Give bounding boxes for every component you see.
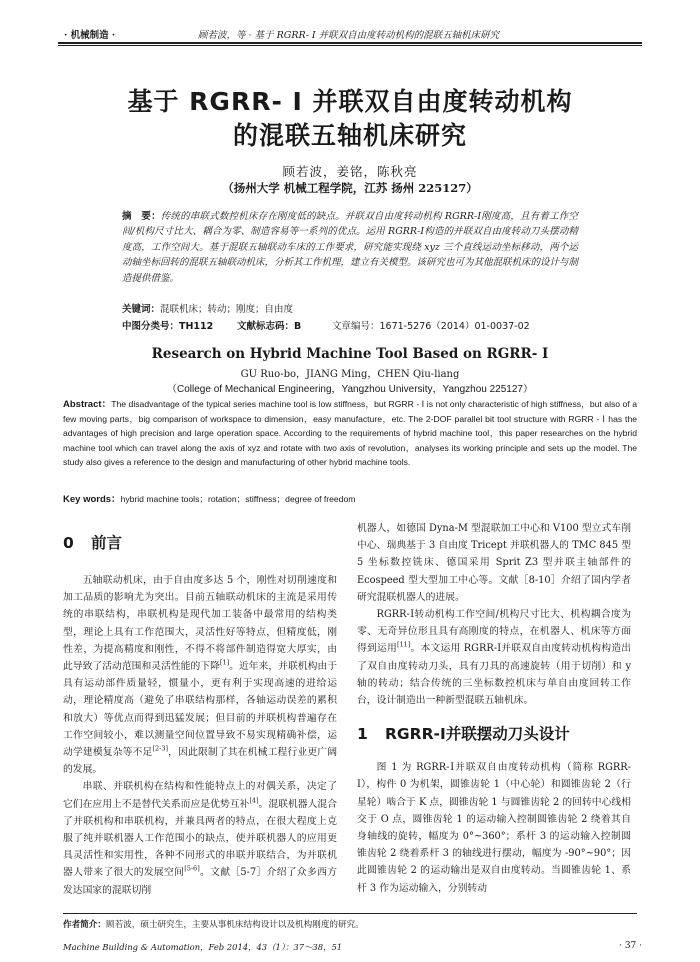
keywords-en-label: Key words： — [63, 494, 121, 505]
article-number: 文章编号：1671-5276（2014）01-0037-02 — [332, 321, 530, 332]
keywords-en — [63, 491, 637, 505]
clc-number: 中图分类号：TH112 — [122, 321, 214, 332]
running-head — [58, 27, 642, 43]
paragraph: 机器人，如德国 Dyna-M 型混联加工中心和 V100 型立式车削中心、瑞典基于 3 自由度 Tricept 并联机器人的 TMC 845 型 5 坐标数控铣床、德国采用 Sprit Z3 型并联主轴部件的 Ecospeed 型大型加工中心等。文献［8-10］介绍了国内学者研究混联机器人的进展。 — [357, 523, 631, 603]
affiliation-cn: （扬州大学 机械工程学院，江苏 扬州 225127） — [222, 181, 478, 195]
section-title: 前言 — [91, 534, 123, 552]
page-number: · 37 · — [619, 941, 642, 951]
body-column-right — [357, 520, 631, 897]
citation: [11] — [396, 641, 411, 650]
header-rule-thick — [58, 42, 642, 44]
affiliation-en: （College of Mechanical Engineering，Yangzhou University，Yangzhou 225127） — [167, 384, 533, 395]
running-head-section: · 机械制造 · — [64, 30, 116, 41]
section-title: RGRR-Ⅰ并联摆动刀头设计 — [385, 725, 570, 744]
author-bio-label: 作者简介： — [63, 920, 106, 930]
authors-cn: 顾若波，姜铭，陈秋亮 — [282, 164, 418, 179]
citation: [2-3] — [152, 744, 169, 753]
citation: [4] — [249, 796, 259, 805]
keywords-cn-text: 混联机床；转动；刚度；自由度 — [160, 304, 294, 315]
keywords-cn — [122, 301, 578, 315]
section-number: 0 — [63, 534, 74, 552]
header-rule-thin — [58, 45, 642, 46]
abstract-cn — [122, 209, 578, 286]
abstract-en-label: Abstract： — [63, 399, 112, 410]
keywords-en-text: hybrid machine tools；rotation；stiffness；degree of freedom — [120, 494, 356, 504]
title-cn-line2: 的混联五轴机床研究 — [232, 121, 467, 150]
paragraph: 五轴联动机床，由于自由度多达 5 个，刚性对切削速度和加工品质的影响尤为突出。目前五轴联动机床的主流是采用传统的串联结构，串联机构是现代加工装备中最常用的结构类型，理论上具有工作范围大，灵活性好等特点，但精度低，刚性差，为提高精度和刚性，不得不将部件制造得宽大厚实，由此导致了活动范围和灵活性能的下降[1]。近年来，并联机构由于具有运动部件质量轻，惯量小，更有利于实现高速的进给运动，理论精度高（避免了串联结构那样，各轴运动误差的累积和放大）等优点而得到迅猛发展；但目前的并联机构普遍存在工作空间较小，难以测量空间位置导致不易实现精确补偿，运动学建模复杂等不足[2-3]，因此限制了其在机械工程行业更广阔的发展。 — [63, 575, 338, 776]
document-code: 文献标志码：B — [237, 321, 302, 332]
abstract-en-text: The disadvantage of the typical series machine tool is low stiffness，but RGRR - Ⅰ is not only characteristic of high stiffness，but also of a few moving parts，big comparison of workspace to dimension，easy manufacture，etc. The 2-DOF parallel bit tool structure with RGRR - Ⅰ has the advantages of high precision and large operation space. According to the requirements of hybrid machine tool，this paper researches on the hybrid machine tool which can travel along the axis of xyz and rotate with two axis of revolution，analyses its working principle and sets up the model. The study also gives a reference to the design and manufacturing of other hybrid machine tools. — [63, 399, 637, 467]
author-bio — [63, 918, 364, 930]
footer-journal: Machine Building & Automation，Feb 2014，43（1）：37～38，51 — [63, 942, 343, 952]
body-column-left — [63, 520, 337, 899]
authors-en: GU Ruo-bo，JIANG Ming，CHEN Qiu-liang — [240, 369, 460, 380]
title-cn-line1: 基于 RGRR- Ⅰ 并联双自由度转动机构 — [127, 87, 573, 116]
abstract-cn-label: 摘 要： — [122, 211, 161, 222]
section-number: 1 — [357, 725, 368, 744]
keywords-cn-label: 关键词： — [122, 304, 161, 315]
title-en: Research on Hybrid Machine Tool Based on RGRR- Ⅰ — [151, 346, 549, 362]
running-head-text: 顾若波，等 · 基于 RGRR- Ⅰ 并联双自由度转动机构的混联五轴机床研究 — [198, 30, 500, 41]
citation: [5-6] — [184, 865, 200, 874]
citation: [1] — [219, 658, 230, 667]
footnote-rule — [63, 913, 637, 914]
paragraph: 串联、并联机构在结构和性能特点上的对偶关系，决定了它们在应用上不是替代关系而应是优势互补[4]。混联机器人混合了并联机构和串联机构，并兼具两者的特点，在很大程度上克服了纯并联机器人工作范围小的缺点，使并联机器人的应用更具灵活性和实用性，各种不同形式的串联并联结合，为并联机器人带来了很大的发展空间[5-6]。文献［5-7］介绍了众多西方发达国家的混联切削 — [63, 781, 338, 896]
author-bio-text: 顾若波，硕士研究生，主要从事机床结构设计以及机构刚度的研究。 — [105, 920, 364, 930]
paragraph: RGRR-Ⅰ转动机构工作空间/机构尺寸比大、机构耦合度为零、无奇异位形且具有高刚度的特点，在机器人、机床等方面得到运用[11]。本文运用 RGRR-Ⅰ并联双自由度转动机构构造出了双自由度转动刀头，具有刀具的高速旋转（用于切削）和 y 轴的转动；结合传统的三坐标数控机床与单自由度回转工作台，设计制造出一种新型混联五轴机床。 — [357, 609, 632, 707]
abstract-en — [63, 397, 637, 469]
section-heading-1 — [357, 723, 631, 745]
paragraph: 图 1 为 RGRR-Ⅰ并联双自由度转动机构（简称 RGRR-Ⅰ），构件 0 为机架，圆锥齿轮 1（中心轮）和圆锥齿轮 2（行星轮）啮合于 K 点，圆锥齿轮 1 与圆锥齿轮 2 的回转中心线相交于 O 点，圆锥齿轮 1 的运动输入控制圆锥齿轮 2 绕着其自身轴线的旋转，幅度为 0°~360°；系杆 3 的运动输入控制圆锥齿轮 2 绕着系杆 3 的轴线进行摆动，幅度为 -90°~90°；因此圆锥齿轮 2 的运动输出是双自由度转动。当圆锥齿轮 1、系杆 3 作为运动输入，分别转动 — [357, 762, 631, 894]
abstract-cn-text: 传统的串联式数控机床存在刚度低的缺点。并联双自由度转动机构 RGRR-Ⅰ刚度高，且有着工作空间/机构尺寸比大、耦合为零、制造容易等一系列的优点。运用 RGRR-Ⅰ构造的并联双自由度转动刀头摆动精度高，工作空间大。基于混联五轴联动车床的工作要求，研究能实现绕 xyz 三个直线运动坐标移动，两个运动轴坐标回转的混联五轴联动机床，分析其工作机理，建立有关模型。该研究也可为其他混联机床的设计与制造提供借鉴。 — [122, 211, 579, 284]
section-heading-0 — [63, 532, 337, 554]
